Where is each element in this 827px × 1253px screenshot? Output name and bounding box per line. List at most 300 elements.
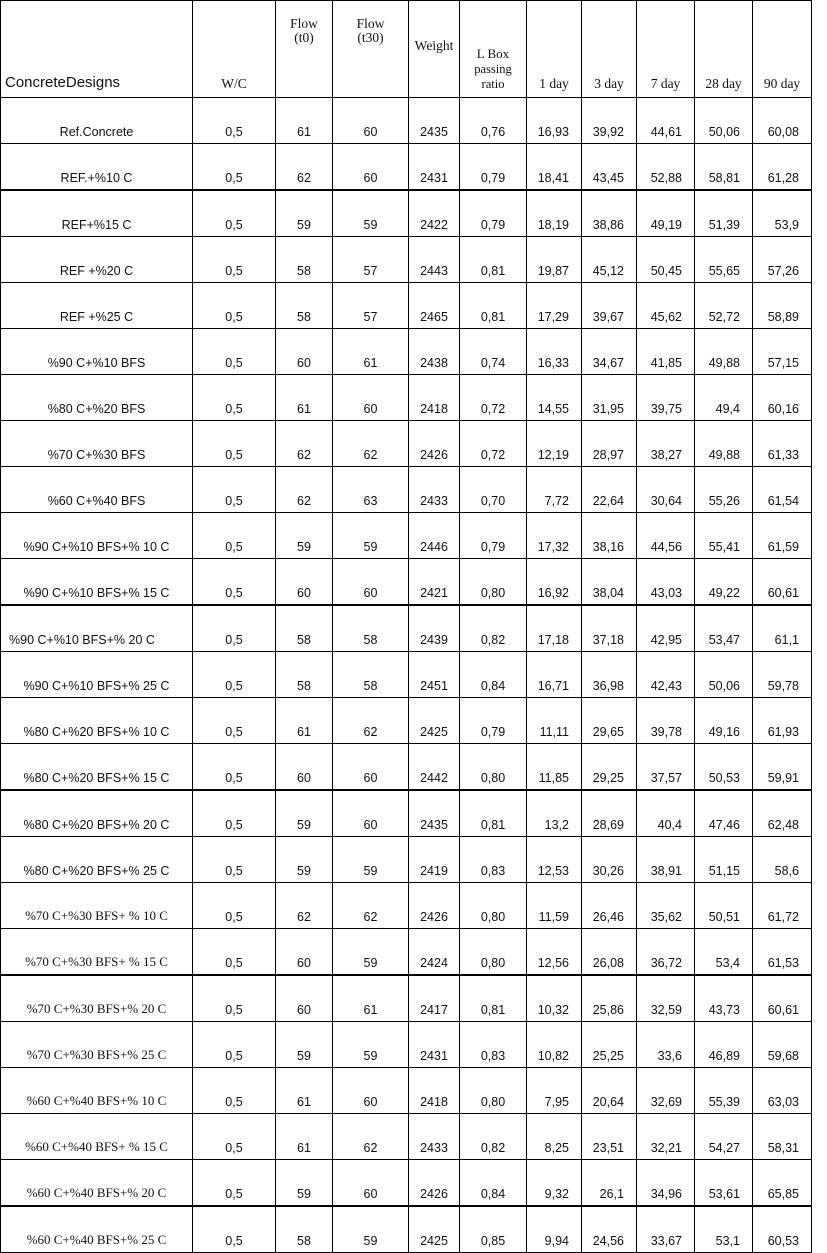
strength-90-day-cell: 61,93 — [753, 698, 812, 744]
table-row — [1, 605, 812, 652]
design-cell: %60 C+%40 BFS — [1, 467, 193, 513]
flow-t30-cell: 62 — [333, 421, 409, 467]
weight-cell: 2418 — [409, 375, 460, 421]
wc-cell: 0,5 — [193, 98, 276, 144]
design-cell: REF.+%10 C — [1, 144, 193, 191]
strength-28-day-cell: 53,47 — [695, 605, 753, 652]
strength-3-day-cell: 38,04 — [582, 559, 637, 606]
design-cell: %80 C+%20 BFS+% 15 C — [1, 744, 193, 791]
wc-cell: 0,5 — [193, 375, 276, 421]
weight-cell: 2435 — [409, 790, 460, 837]
strength-28-day-cell: 50,06 — [695, 652, 753, 698]
flow-t30-cell: 61 — [333, 329, 409, 375]
wc-cell: 0,5 — [193, 837, 276, 883]
weight-cell: 2422 — [409, 190, 460, 237]
lbox-ratio-cell: 0,81 — [460, 790, 527, 837]
flow-t0-cell: 61 — [276, 375, 333, 421]
flow-t30-cell: 60 — [333, 790, 409, 837]
strength-3-day-cell: 24,56 — [582, 1206, 637, 1253]
wc-cell: 0,5 — [193, 329, 276, 375]
weight-cell: 2443 — [409, 237, 460, 283]
wc-cell: 0,5 — [193, 698, 276, 744]
strength-7-day-cell: 37,57 — [637, 744, 695, 791]
strength-28-day-cell: 50,06 — [695, 98, 753, 144]
header-lbox-passing-ratio — [460, 1, 527, 98]
weight-cell: 2419 — [409, 837, 460, 883]
flow-t0-cell: 61 — [276, 1068, 333, 1114]
strength-1-day-cell: 10,82 — [527, 1022, 582, 1068]
flow-t0-cell: 61 — [276, 1114, 333, 1160]
wc-cell: 0,5 — [193, 237, 276, 283]
flow-t30-cell: 59 — [333, 837, 409, 883]
weight-cell: 2451 — [409, 652, 460, 698]
strength-90-day-cell: 60,16 — [753, 375, 812, 421]
strength-7-day-cell: 32,69 — [637, 1068, 695, 1114]
strength-3-day-cell: 39,92 — [582, 98, 637, 144]
strength-90-day-cell: 62,48 — [753, 790, 812, 837]
flow-t0-cell: 60 — [276, 975, 333, 1022]
strength-3-day-cell: 45,12 — [582, 237, 637, 283]
strength-1-day-cell: 16,33 — [527, 329, 582, 375]
flow-t0-cell: 58 — [276, 1206, 333, 1253]
strength-3-day-cell: 26,46 — [582, 883, 637, 929]
wc-cell: 0,5 — [193, 513, 276, 559]
strength-28-day-cell: 50,53 — [695, 744, 753, 791]
weight-cell: 2418 — [409, 1068, 460, 1114]
design-cell: %60 C+%40 BFS+% 10 C — [1, 1068, 193, 1114]
lbox-ratio-cell: 0,80 — [460, 744, 527, 791]
strength-3-day-cell: 26,08 — [582, 929, 637, 976]
header-row — [1, 1, 812, 98]
header-7-day: 7 day — [637, 1, 695, 98]
flow-t0-cell: 60 — [276, 744, 333, 791]
table-row — [1, 1160, 812, 1207]
strength-1-day-cell: 14,55 — [527, 375, 582, 421]
table-row — [1, 929, 812, 976]
strength-28-day-cell: 50,51 — [695, 883, 753, 929]
strength-28-day-cell: 49,88 — [695, 329, 753, 375]
table-row — [1, 329, 812, 375]
lbox-ratio-cell: 0,81 — [460, 237, 527, 283]
weight-cell: 2425 — [409, 698, 460, 744]
header-flow-t30-line1: Flow — [356, 16, 385, 31]
design-cell: %60 C+%40 BFS+ % 15 C — [1, 1114, 193, 1160]
strength-1-day-cell: 16,92 — [527, 559, 582, 606]
lbox-ratio-cell: 0,84 — [460, 1160, 527, 1207]
strength-1-day-cell: 16,93 — [527, 98, 582, 144]
weight-cell: 2438 — [409, 329, 460, 375]
strength-90-day-cell: 60,08 — [753, 98, 812, 144]
flow-t0-cell: 59 — [276, 513, 333, 559]
weight-cell: 2426 — [409, 1160, 460, 1207]
strength-90-day-cell: 58,31 — [753, 1114, 812, 1160]
lbox-ratio-cell: 0,79 — [460, 698, 527, 744]
weight-cell: 2424 — [409, 929, 460, 976]
flow-t30-cell: 59 — [333, 513, 409, 559]
weight-cell: 2433 — [409, 467, 460, 513]
flow-t0-cell: 61 — [276, 98, 333, 144]
header-3-day: 3 day — [582, 1, 637, 98]
weight-cell: 2433 — [409, 1114, 460, 1160]
table-row — [1, 652, 812, 698]
design-cell: %70 C+%30 BFS+% 25 C — [1, 1022, 193, 1068]
strength-90-day-cell: 59,78 — [753, 652, 812, 698]
strength-28-day-cell: 55,65 — [695, 237, 753, 283]
wc-cell: 0,5 — [193, 1160, 276, 1207]
strength-3-day-cell: 28,69 — [582, 790, 637, 837]
lbox-ratio-cell: 0,70 — [460, 467, 527, 513]
strength-1-day-cell: 10,32 — [527, 975, 582, 1022]
weight-cell: 2431 — [409, 144, 460, 191]
lbox-ratio-cell: 0,81 — [460, 283, 527, 329]
strength-90-day-cell: 61,33 — [753, 421, 812, 467]
design-cell: REF+%15 C — [1, 190, 193, 237]
strength-3-day-cell: 25,86 — [582, 975, 637, 1022]
strength-28-day-cell: 51,39 — [695, 190, 753, 237]
table-row — [1, 283, 812, 329]
strength-7-day-cell: 49,19 — [637, 190, 695, 237]
strength-28-day-cell: 55,39 — [695, 1068, 753, 1114]
design-cell: %90 C+%10 BFS+% 10 C — [1, 513, 193, 559]
strength-7-day-cell: 39,78 — [637, 698, 695, 744]
header-lbox-line3: ratio — [481, 76, 505, 91]
table-row — [1, 237, 812, 283]
wc-cell: 0,5 — [193, 975, 276, 1022]
lbox-ratio-cell: 0,74 — [460, 329, 527, 375]
strength-28-day-cell: 46,89 — [695, 1022, 753, 1068]
strength-90-day-cell: 65,85 — [753, 1160, 812, 1207]
strength-3-day-cell: 26,1 — [582, 1160, 637, 1207]
strength-28-day-cell: 49,16 — [695, 698, 753, 744]
strength-28-day-cell: 49,4 — [695, 375, 753, 421]
design-cell: %70 C+%30 BFS+ % 10 C — [1, 883, 193, 929]
design-cell: %70 C+%30 BFS+% 20 C — [1, 975, 193, 1022]
table-row — [1, 513, 812, 559]
flow-t30-cell: 58 — [333, 652, 409, 698]
flow-t0-cell: 62 — [276, 144, 333, 191]
strength-3-day-cell: 29,65 — [582, 698, 637, 744]
wc-cell: 0,5 — [193, 652, 276, 698]
flow-t30-cell: 59 — [333, 190, 409, 237]
strength-7-day-cell: 52,88 — [637, 144, 695, 191]
strength-3-day-cell: 25,25 — [582, 1022, 637, 1068]
strength-90-day-cell: 61,59 — [753, 513, 812, 559]
design-cell: %80 C+%20 BFS+% 25 C — [1, 837, 193, 883]
table-row — [1, 467, 812, 513]
strength-28-day-cell: 53,4 — [695, 929, 753, 976]
strength-3-day-cell: 30,26 — [582, 837, 637, 883]
strength-3-day-cell: 29,25 — [582, 744, 637, 791]
flow-t30-cell: 60 — [333, 375, 409, 421]
strength-90-day-cell: 57,26 — [753, 237, 812, 283]
lbox-ratio-cell: 0,79 — [460, 190, 527, 237]
strength-7-day-cell: 38,27 — [637, 421, 695, 467]
strength-28-day-cell: 51,15 — [695, 837, 753, 883]
strength-28-day-cell: 53,1 — [695, 1206, 753, 1253]
design-cell: %60 C+%40 BFS+% 20 C — [1, 1160, 193, 1207]
strength-3-day-cell: 38,86 — [582, 190, 637, 237]
strength-1-day-cell: 11,59 — [527, 883, 582, 929]
strength-90-day-cell: 61,53 — [753, 929, 812, 976]
flow-t30-cell: 60 — [333, 1068, 409, 1114]
strength-3-day-cell: 39,67 — [582, 283, 637, 329]
strength-28-day-cell: 55,41 — [695, 513, 753, 559]
design-cell: %80 C+%20 BFS+% 10 C — [1, 698, 193, 744]
strength-3-day-cell: 31,95 — [582, 375, 637, 421]
table-row — [1, 559, 812, 606]
flow-t30-cell: 60 — [333, 559, 409, 606]
table-row — [1, 421, 812, 467]
strength-90-day-cell: 58,89 — [753, 283, 812, 329]
design-cell: %90 C+%10 BFS+% 15 C — [1, 559, 193, 606]
strength-3-day-cell: 38,16 — [582, 513, 637, 559]
strength-7-day-cell: 32,21 — [637, 1114, 695, 1160]
strength-1-day-cell: 18,41 — [527, 144, 582, 191]
header-flow-t0-line1: Flow — [290, 16, 318, 31]
strength-1-day-cell: 11,85 — [527, 744, 582, 791]
header-flow-t0 — [276, 1, 333, 98]
strength-28-day-cell: 47,46 — [695, 790, 753, 837]
flow-t30-cell: 58 — [333, 605, 409, 652]
strength-90-day-cell: 60,61 — [753, 559, 812, 606]
design-cell: %80 C+%20 BFS+% 20 C — [1, 790, 193, 837]
strength-7-day-cell: 44,56 — [637, 513, 695, 559]
strength-3-day-cell: 23,51 — [582, 1114, 637, 1160]
strength-1-day-cell: 13,2 — [527, 790, 582, 837]
flow-t30-cell: 62 — [333, 883, 409, 929]
strength-28-day-cell: 55,26 — [695, 467, 753, 513]
strength-7-day-cell: 36,72 — [637, 929, 695, 976]
flow-t0-cell: 61 — [276, 698, 333, 744]
weight-cell: 2439 — [409, 605, 460, 652]
strength-7-day-cell: 42,95 — [637, 605, 695, 652]
lbox-ratio-cell: 0,79 — [460, 144, 527, 191]
strength-90-day-cell: 59,91 — [753, 744, 812, 791]
header-90-day: 90 day — [753, 1, 812, 98]
strength-1-day-cell: 19,87 — [527, 237, 582, 283]
flow-t30-cell: 60 — [333, 144, 409, 191]
strength-1-day-cell: 8,25 — [527, 1114, 582, 1160]
flow-t0-cell: 58 — [276, 605, 333, 652]
flow-t30-cell: 57 — [333, 237, 409, 283]
strength-1-day-cell: 17,32 — [527, 513, 582, 559]
flow-t0-cell: 62 — [276, 883, 333, 929]
strength-7-day-cell: 42,43 — [637, 652, 695, 698]
strength-3-day-cell: 37,18 — [582, 605, 637, 652]
strength-7-day-cell: 44,61 — [637, 98, 695, 144]
wc-cell: 0,5 — [193, 144, 276, 191]
weight-cell: 2426 — [409, 883, 460, 929]
strength-90-day-cell: 59,68 — [753, 1022, 812, 1068]
lbox-ratio-cell: 0,80 — [460, 1068, 527, 1114]
lbox-ratio-cell: 0,85 — [460, 1206, 527, 1253]
wc-cell: 0,5 — [193, 605, 276, 652]
flow-t0-cell: 59 — [276, 837, 333, 883]
table-row — [1, 1022, 812, 1068]
flow-t0-cell: 60 — [276, 329, 333, 375]
weight-cell: 2425 — [409, 1206, 460, 1253]
weight-cell: 2426 — [409, 421, 460, 467]
wc-cell: 0,5 — [193, 790, 276, 837]
design-cell: %80 C+%20 BFS — [1, 375, 193, 421]
flow-t30-cell: 60 — [333, 98, 409, 144]
strength-7-day-cell: 33,67 — [637, 1206, 695, 1253]
flow-t30-cell: 60 — [333, 744, 409, 791]
header-lbox-line2: passing — [474, 62, 512, 77]
strength-1-day-cell: 9,94 — [527, 1206, 582, 1253]
strength-7-day-cell: 45,62 — [637, 283, 695, 329]
strength-28-day-cell: 52,72 — [695, 283, 753, 329]
design-cell: Ref.Concrete — [1, 98, 193, 144]
wc-cell: 0,5 — [193, 1022, 276, 1068]
header-flow-t0-line2: (t0) — [294, 30, 314, 46]
header-flow-t30 — [333, 1, 409, 98]
header-weight: Weight — [409, 1, 460, 98]
design-cell: %70 C+%30 BFS — [1, 421, 193, 467]
strength-7-day-cell: 40,4 — [637, 790, 695, 837]
flow-t0-cell: 62 — [276, 467, 333, 513]
flow-t0-cell: 60 — [276, 929, 333, 976]
strength-1-day-cell: 17,18 — [527, 605, 582, 652]
wc-cell: 0,5 — [193, 190, 276, 237]
strength-1-day-cell: 12,56 — [527, 929, 582, 976]
strength-7-day-cell: 38,91 — [637, 837, 695, 883]
strength-1-day-cell: 16,71 — [527, 652, 582, 698]
strength-90-day-cell: 61,54 — [753, 467, 812, 513]
table-row — [1, 98, 812, 144]
strength-7-day-cell: 50,45 — [637, 237, 695, 283]
weight-cell: 2421 — [409, 559, 460, 606]
lbox-ratio-cell: 0,82 — [460, 605, 527, 652]
header-wc: W/C — [193, 1, 276, 98]
flow-t0-cell: 59 — [276, 1022, 333, 1068]
table-row — [1, 744, 812, 791]
strength-7-day-cell: 33,6 — [637, 1022, 695, 1068]
strength-90-day-cell: 61,28 — [753, 144, 812, 191]
wc-cell: 0,5 — [193, 283, 276, 329]
wc-cell: 0,5 — [193, 744, 276, 791]
table-row — [1, 375, 812, 421]
strength-1-day-cell: 17,29 — [527, 283, 582, 329]
lbox-ratio-cell: 0,80 — [460, 883, 527, 929]
strength-28-day-cell: 54,27 — [695, 1114, 753, 1160]
weight-cell: 2446 — [409, 513, 460, 559]
strength-7-day-cell: 39,75 — [637, 375, 695, 421]
design-cell: %90 C+%10 BFS+% 25 C — [1, 652, 193, 698]
strength-3-day-cell: 34,67 — [582, 329, 637, 375]
wc-cell: 0,5 — [193, 883, 276, 929]
strength-90-day-cell: 61,1 — [753, 605, 812, 652]
flow-t30-cell: 62 — [333, 698, 409, 744]
flow-t0-cell: 60 — [276, 559, 333, 606]
strength-7-day-cell: 43,03 — [637, 559, 695, 606]
flow-t0-cell: 59 — [276, 790, 333, 837]
flow-t0-cell: 62 — [276, 421, 333, 467]
lbox-ratio-cell: 0,83 — [460, 1022, 527, 1068]
strength-90-day-cell: 60,53 — [753, 1206, 812, 1253]
table-row — [1, 1068, 812, 1114]
strength-3-day-cell: 28,97 — [582, 421, 637, 467]
strength-7-day-cell: 35,62 — [637, 883, 695, 929]
wc-cell: 0,5 — [193, 421, 276, 467]
design-cell: %70 C+%30 BFS+ % 15 C — [1, 929, 193, 976]
strength-1-day-cell: 12,19 — [527, 421, 582, 467]
strength-1-day-cell: 12,53 — [527, 837, 582, 883]
flow-t30-cell: 59 — [333, 1022, 409, 1068]
header-flow-t30-line2: (t30) — [357, 30, 384, 46]
flow-t30-cell: 61 — [333, 975, 409, 1022]
wc-cell: 0,5 — [193, 467, 276, 513]
flow-t30-cell: 63 — [333, 467, 409, 513]
weight-cell: 2417 — [409, 975, 460, 1022]
strength-28-day-cell: 43,73 — [695, 975, 753, 1022]
header-28-day: 28 day — [695, 1, 753, 98]
table-row — [1, 883, 812, 929]
strength-1-day-cell: 7,95 — [527, 1068, 582, 1114]
header-concrete-designs: ConcreteDesigns — [1, 1, 193, 98]
header-lbox-line1: L Box — [476, 46, 510, 62]
table-row — [1, 144, 812, 191]
design-cell: REF +%20 C — [1, 237, 193, 283]
wc-cell: 0,5 — [193, 559, 276, 606]
table-row — [1, 975, 812, 1022]
weight-cell: 2435 — [409, 98, 460, 144]
strength-1-day-cell: 18,19 — [527, 190, 582, 237]
lbox-ratio-cell: 0,82 — [460, 1114, 527, 1160]
strength-3-day-cell: 36,98 — [582, 652, 637, 698]
design-cell: %90 C+%10 BFS — [1, 329, 193, 375]
strength-7-day-cell: 32,59 — [637, 975, 695, 1022]
strength-90-day-cell: 53,9 — [753, 190, 812, 237]
strength-90-day-cell: 57,15 — [753, 329, 812, 375]
strength-7-day-cell: 41,85 — [637, 329, 695, 375]
strength-28-day-cell: 49,22 — [695, 559, 753, 606]
strength-3-day-cell: 20,64 — [582, 1068, 637, 1114]
strength-3-day-cell: 22,64 — [582, 467, 637, 513]
strength-3-day-cell: 43,45 — [582, 144, 637, 191]
design-cell: %90 C+%10 BFS+% 20 C — [1, 605, 193, 652]
flow-t30-cell: 62 — [333, 1114, 409, 1160]
lbox-ratio-cell: 0,72 — [460, 421, 527, 467]
wc-cell: 0,5 — [193, 1206, 276, 1253]
flow-t30-cell: 57 — [333, 283, 409, 329]
flow-t0-cell: 59 — [276, 1160, 333, 1207]
strength-7-day-cell: 34,96 — [637, 1160, 695, 1207]
weight-cell: 2442 — [409, 744, 460, 791]
strength-90-day-cell: 63,03 — [753, 1068, 812, 1114]
table-row — [1, 1206, 812, 1253]
flow-t0-cell: 58 — [276, 652, 333, 698]
strength-90-day-cell: 58,6 — [753, 837, 812, 883]
lbox-ratio-cell: 0,80 — [460, 559, 527, 606]
flow-t0-cell: 58 — [276, 237, 333, 283]
strength-90-day-cell: 61,72 — [753, 883, 812, 929]
lbox-ratio-cell: 0,83 — [460, 837, 527, 883]
table-body — [1, 98, 812, 1253]
design-cell: REF +%25 C — [1, 283, 193, 329]
flow-t30-cell: 59 — [333, 1206, 409, 1253]
flow-t0-cell: 59 — [276, 190, 333, 237]
lbox-ratio-cell: 0,81 — [460, 975, 527, 1022]
strength-28-day-cell: 49,88 — [695, 421, 753, 467]
strength-7-day-cell: 30,64 — [637, 467, 695, 513]
strength-28-day-cell: 53,61 — [695, 1160, 753, 1207]
table-row — [1, 190, 812, 237]
flow-t0-cell: 58 — [276, 283, 333, 329]
strength-1-day-cell: 7,72 — [527, 467, 582, 513]
flow-t30-cell: 59 — [333, 929, 409, 976]
lbox-ratio-cell: 0,76 — [460, 98, 527, 144]
